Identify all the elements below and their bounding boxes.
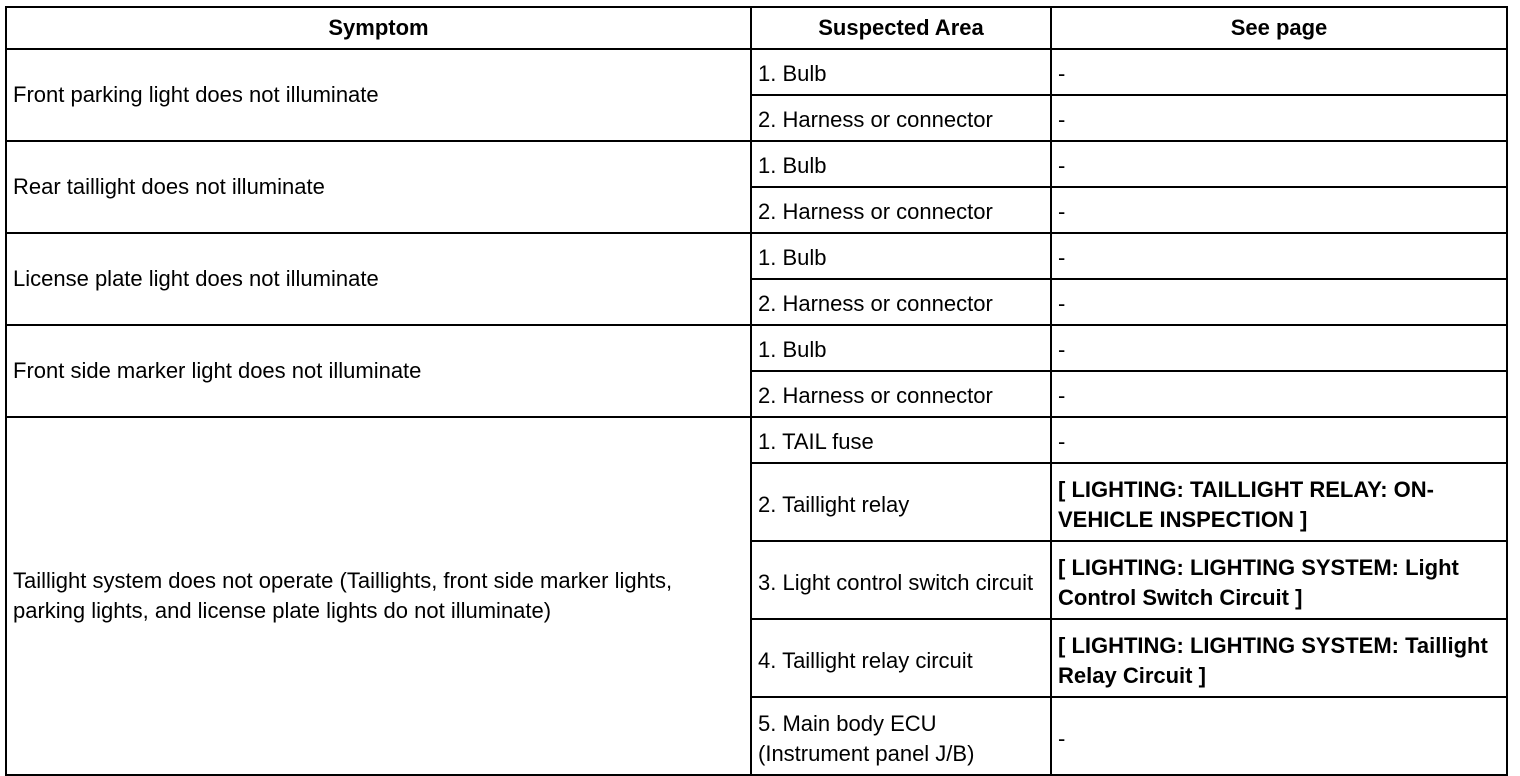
symptom-cell: Front side marker light does not illuminate [6,325,751,417]
symptom-cell: Taillight system does not operate (Taillights, front side marker lights, parking lights, and license plate lights do not illuminate) [6,417,751,775]
suspected-area-cell: 2. Harness or connector [751,279,1051,325]
suspected-area-cell: 2. Harness or connector [751,187,1051,233]
symptom-cell: Front parking light does not illuminate [6,49,751,141]
see-page-cell: - [1051,95,1507,141]
diagnosis-table [5,6,1508,776]
see-page-cell: - [1051,697,1507,775]
symptom-cell: License plate light does not illuminate [6,233,751,325]
table-row [6,325,1507,371]
see-page-link[interactable]: [ LIGHTING: LIGHTING SYSTEM: Taillight Relay Circuit ] [1051,619,1507,697]
symptom-cell: Rear taillight does not illuminate [6,141,751,233]
table-row [6,141,1507,187]
suspected-area-cell: 5. Main body ECU (Instrument panel J/B) [751,697,1051,775]
header-symptom: Symptom [6,7,751,49]
suspected-area-cell: 1. Bulb [751,49,1051,95]
see-page-cell: - [1051,187,1507,233]
table-row [6,49,1507,95]
suspected-area-cell: 2. Harness or connector [751,95,1051,141]
header-see-page: See page [1051,7,1507,49]
see-page-cell: - [1051,279,1507,325]
suspected-area-cell: 1. Bulb [751,141,1051,187]
suspected-area-cell: 1. Bulb [751,233,1051,279]
suspected-area-cell: 1. TAIL fuse [751,417,1051,463]
see-page-cell: - [1051,417,1507,463]
header-row [6,7,1507,49]
suspected-area-cell: 3. Light control switch circuit [751,541,1051,619]
header-suspected-area: Suspected Area [751,7,1051,49]
see-page-cell: - [1051,141,1507,187]
see-page-link[interactable]: [ LIGHTING: TAILLIGHT RELAY: ON-VEHICLE INSPECTION ] [1051,463,1507,541]
see-page-link[interactable]: [ LIGHTING: LIGHTING SYSTEM: Light Control Switch Circuit ] [1051,541,1507,619]
suspected-area-cell: 2. Harness or connector [751,371,1051,417]
see-page-cell: - [1051,371,1507,417]
see-page-cell: - [1051,49,1507,95]
see-page-cell: - [1051,325,1507,371]
table-row [6,233,1507,279]
suspected-area-cell: 2. Taillight relay [751,463,1051,541]
suspected-area-cell: 4. Taillight relay circuit [751,619,1051,697]
table-row [6,417,1507,463]
suspected-area-cell: 1. Bulb [751,325,1051,371]
see-page-cell: - [1051,233,1507,279]
